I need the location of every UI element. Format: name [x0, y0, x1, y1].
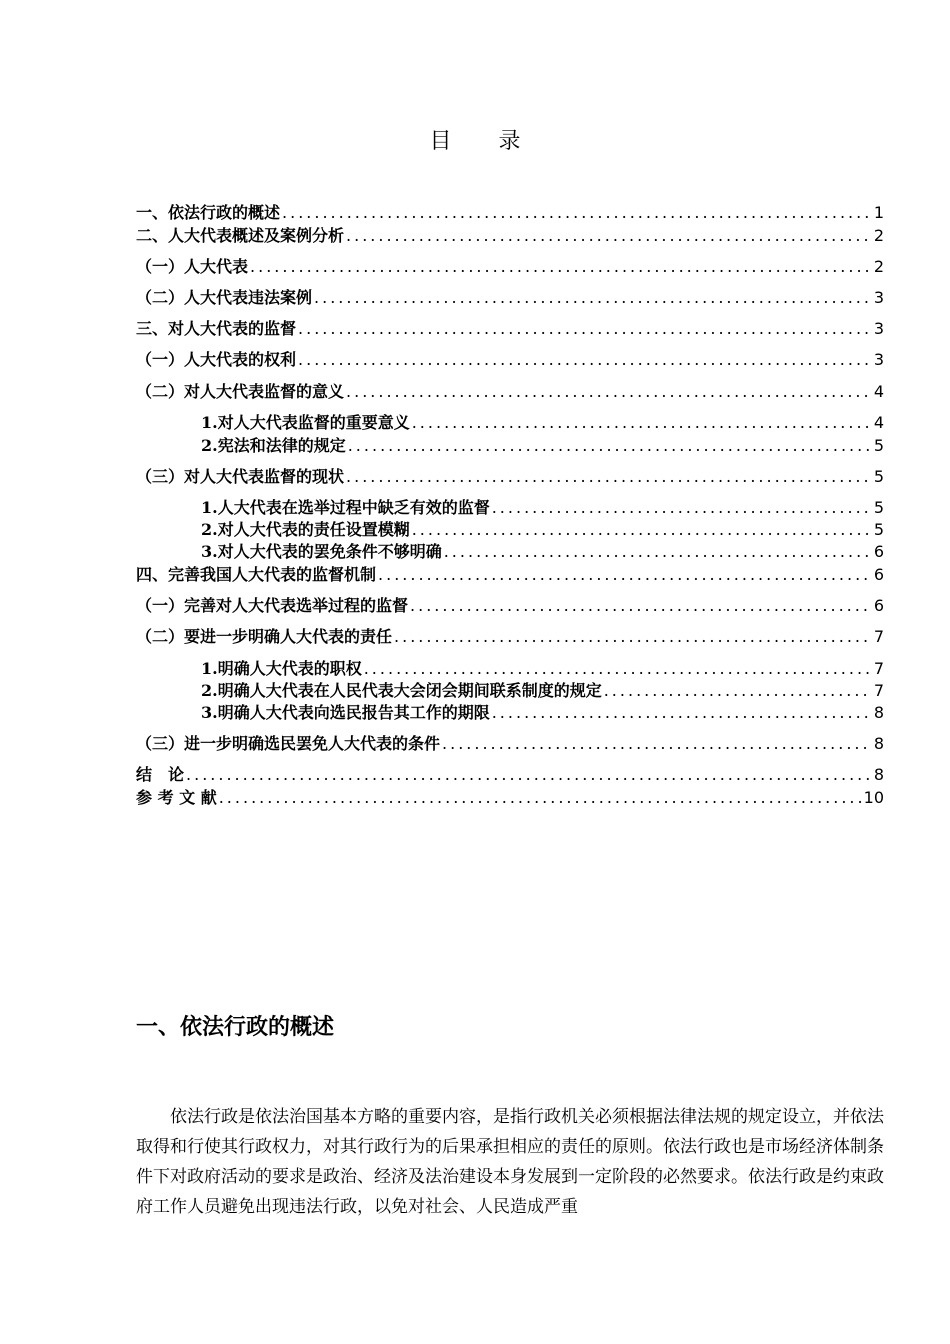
toc-leader-dots: [282, 203, 872, 223]
toc-entry-page: 5: [873, 436, 884, 455]
toc-entry[interactable]: [136, 565, 884, 585]
toc-entry[interactable]: [201, 659, 884, 679]
toc-entry-page: 10: [863, 788, 884, 807]
toc-entry-text: （二）人大代表违法案例: [136, 288, 313, 307]
toc-leader-dots: [412, 413, 872, 433]
toc-entry-text: （一）人大代表: [136, 257, 249, 276]
toc-entry-text: 二、人大代表概述及案例分析: [136, 226, 345, 245]
toc-entry[interactable]: [201, 436, 884, 456]
toc-leader-dots: [346, 226, 872, 246]
toc-entry[interactable]: [201, 498, 884, 518]
toc-entry-page: 3: [873, 350, 884, 369]
toc-leader-dots: [378, 565, 872, 585]
toc-entry[interactable]: [136, 319, 884, 339]
toc-entry-page: 7: [873, 627, 884, 646]
toc-entry-page: 4: [873, 382, 884, 401]
toc-leader-dots: [394, 627, 872, 647]
toc-entry-page: 5: [873, 498, 884, 517]
toc-entry[interactable]: [136, 788, 884, 808]
toc-entry[interactable]: [136, 467, 884, 487]
toc-entry[interactable]: [136, 596, 884, 616]
toc-leader-dots: [364, 659, 872, 679]
toc-entry-page: 6: [873, 596, 884, 615]
toc-entry-page: 2: [873, 257, 884, 276]
body-paragraph: 依法行政是依法治国基本方略的重要内容，是指行政机关必须根据法律法规的规定设立，并依法取得和行使其行政权力，对其行政行为的后果承担相应的责任的原则。依法行政也是市场经济体制条件下对政府活动的要求是政治、经济及法治建设本身发展到一定阶段的必然要求。依法行政是约束政府工作人员避免出现违法行政，以免对社会、人民造成严重: [136, 1107, 884, 1217]
toc-title: 目 录: [429, 129, 541, 154]
toc-entry[interactable]: [136, 350, 884, 370]
toc-leader-dots: [604, 681, 872, 701]
toc-entry-text: 参 考 文 献: [136, 788, 217, 807]
toc-entry-page: 8: [873, 765, 884, 784]
toc-entry-page: 8: [873, 703, 884, 722]
toc-entry-text: 2.对人大代表的责任设置模糊: [201, 520, 410, 539]
toc-entry-page: 6: [873, 565, 884, 584]
toc-entry-text: （一）完善对人大代表选举过程的监督: [136, 596, 409, 615]
toc-entry-text: （二）要进一步明确人大代表的责任: [136, 627, 393, 646]
toc-leader-dots: [346, 467, 872, 487]
toc-entry-text: 四、完善我国人大代表的监督机制: [136, 565, 377, 584]
toc-leader-dots: [186, 765, 872, 785]
toc-leader-dots: [492, 703, 872, 723]
toc-entry[interactable]: [136, 257, 884, 277]
toc-leader-dots: [492, 498, 872, 518]
toc-entry[interactable]: [201, 703, 884, 723]
toc-entry-page: 2: [873, 226, 884, 245]
toc-entry-page: 1: [873, 203, 884, 222]
toc-entry[interactable]: [136, 288, 884, 308]
toc-leader-dots: [298, 350, 872, 370]
toc-entry-text: 1.人大代表在选举过程中缺乏有效的监督: [201, 498, 490, 517]
toc-entry-page: 3: [873, 319, 884, 338]
toc-entry-text: 一、依法行政的概述: [136, 203, 281, 222]
toc-entry-page: 3: [873, 288, 884, 307]
toc-entry-text: 三、对人大代表的监督: [136, 319, 297, 338]
toc-leader-dots: [314, 288, 872, 308]
toc-entry-page: 4: [873, 413, 884, 432]
toc-entry-text: （二）对人大代表监督的意义: [136, 382, 345, 401]
toc-entry[interactable]: [136, 203, 884, 223]
toc-entry[interactable]: [136, 382, 884, 402]
toc-entry-page: 5: [873, 467, 884, 486]
toc-entry-page: 7: [873, 681, 884, 700]
toc-leader-dots: [298, 319, 872, 339]
toc-entry-page: 6: [873, 542, 884, 561]
toc-leader-dots: [346, 382, 872, 402]
toc-leader-dots: [444, 542, 872, 562]
toc-entry-text: 2.宪法和法律的规定: [201, 436, 346, 455]
toc-entry[interactable]: [136, 765, 884, 785]
toc-entry-page: 8: [873, 734, 884, 753]
toc-leader-dots: [442, 734, 872, 754]
toc-entry-text: 结 论: [136, 765, 185, 784]
toc-entry-text: 3.对人大代表的罢免条件不够明确: [201, 542, 442, 561]
toc-entry-page: 5: [873, 520, 884, 539]
toc-leader-dots: [348, 436, 872, 456]
toc-entry[interactable]: [136, 226, 884, 246]
toc-leader-dots: [219, 788, 862, 808]
toc-leader-dots: [410, 596, 872, 616]
toc-entry-text: （一）人大代表的权利: [136, 350, 297, 369]
toc-entry-text: 1.明确人大代表的职权: [201, 659, 362, 678]
toc-leader-dots: [250, 257, 872, 277]
toc-leader-dots: [412, 520, 872, 540]
toc-entry-text: 3.明确人大代表向选民报告其工作的期限: [201, 703, 490, 722]
toc-entry[interactable]: [136, 734, 884, 754]
toc-entry-text: 1.对人大代表监督的重要意义: [201, 413, 410, 432]
toc-entry[interactable]: [136, 627, 884, 647]
toc-entry-page: 7: [873, 659, 884, 678]
toc-entry-text: （三）对人大代表监督的现状: [136, 467, 345, 486]
toc-entry[interactable]: [201, 520, 884, 540]
toc-entry[interactable]: [201, 681, 884, 701]
toc-entry[interactable]: [201, 413, 884, 433]
toc-entry[interactable]: [201, 542, 884, 562]
toc-entry-text: 2.明确人大代表在人民代表大会闭会期间联系制度的规定: [201, 681, 602, 700]
section-heading: 一、依法行政的概述: [136, 1015, 335, 1040]
toc-entry-text: （三）进一步明确选民罢免人大代表的条件: [136, 734, 441, 753]
